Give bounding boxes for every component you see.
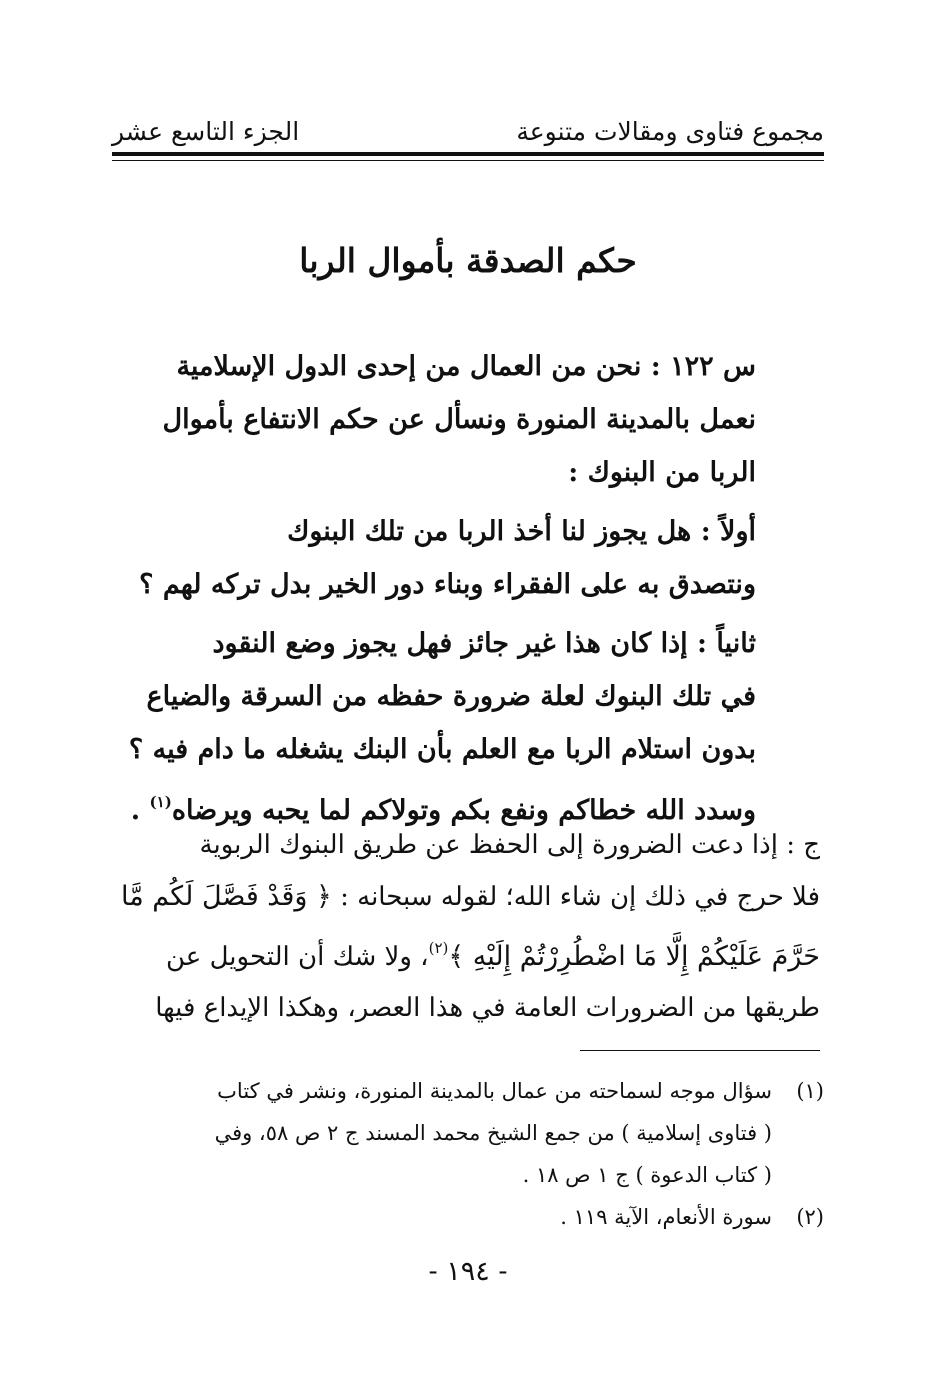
footnote-text: [108, 1070, 772, 1196]
footnote-line: سورة الأنعام، الآية ١١٩ .: [560, 1205, 772, 1229]
question-line: س ١٢٢ : نحن من العمال من إحدى الدول الإسلامية: [176, 351, 756, 382]
answer-text: فلا حرج في ذلك إن شاء الله؛ لقوله سبحانه :: [340, 882, 820, 912]
footnotes: [108, 1070, 824, 1238]
question-second-line: في تلك البنوك لعلة ضرورة حفظه من السرقة والضياع: [146, 681, 756, 712]
footnote-number: (١): [796, 1079, 824, 1103]
quran-verse-part2: حَرَّمَ عَلَيْكُمْ إِلَّا مَا اضْطُرِرْتُمْ إِلَيْهِ ﴾: [448, 941, 820, 972]
header-rule-thin: [112, 160, 824, 161]
answer-section: [108, 820, 820, 1034]
footnote-text: [108, 1196, 772, 1238]
answer-text: ، ولا شك أن التحويل عن: [166, 942, 429, 972]
question-first-line: أولاً : هل يجوز لنا أخذ الربا من تلك البنوك: [287, 516, 756, 547]
footnote-2: [108, 1196, 824, 1238]
question-section: [108, 340, 756, 837]
running-header: [112, 112, 824, 152]
footnote-1: [108, 1070, 824, 1196]
header-rule-thick: [112, 152, 824, 156]
answer-line: طريقها من الضرورات العامة في هذا العصر، وهكذا الإيداع فيها: [155, 993, 820, 1023]
volume-label: الجزء التاسع عشر: [112, 117, 300, 146]
footnote-ref-1: (١): [149, 793, 172, 811]
answer-line: ج : إذا دعت الضرورة إلى الحفظ عن طريق البنوك الربوية: [199, 830, 820, 860]
closing-text: وسدد الله خطاكم ونفع بكم وتولاكم لما يحبه ويرضاه: [171, 795, 756, 826]
footnote-separator: [580, 1050, 820, 1051]
answer-line: [108, 871, 820, 923]
footnote-number: (٢): [796, 1205, 824, 1229]
book-title: مجموع فتاوى ومقالات متنوعة: [516, 117, 824, 146]
page-number: - ١٩٤ -: [428, 1256, 508, 1287]
question-second-line: بدون استلام الربا مع العلم بأن البنك يشغله ما دام فيه ؟: [128, 734, 756, 765]
question-line: نعمل بالمدينة المنورة ونسأل عن حكم الانتفاع بأموال: [162, 404, 756, 435]
question-second-line: ثانياً : إذا كان هذا غير جائز فهل يجوز وضع النقود: [212, 628, 756, 659]
footnote-line: ( فتاوى إسلامية ) من جمع الشيخ محمد المسند ج ٢ ص ٥٨، وفي: [214, 1121, 772, 1145]
answer-line: [108, 923, 820, 983]
closing-period: .: [130, 795, 141, 826]
question-first-line: ونتصدق به على الفقراء وبناء دور الخير بدل تركه لهم ؟: [139, 569, 756, 600]
page-title: حكم الصدقة بأموال الربا: [299, 241, 637, 280]
footnote-line: ( كتاب الدعوة ) ج ١ ص ١٨ .: [522, 1163, 772, 1187]
footnote-line: سؤال موجه لسماحته من عمال بالمدينة المنورة، ونشر في كتاب: [217, 1079, 772, 1103]
footnote-ref-2: (٢): [428, 939, 449, 957]
question-line: الربا من البنوك :: [568, 457, 756, 488]
quran-verse-part1: ﴿ وَقَدْ فَصَّلَ لَكُم مَّا: [121, 881, 332, 912]
